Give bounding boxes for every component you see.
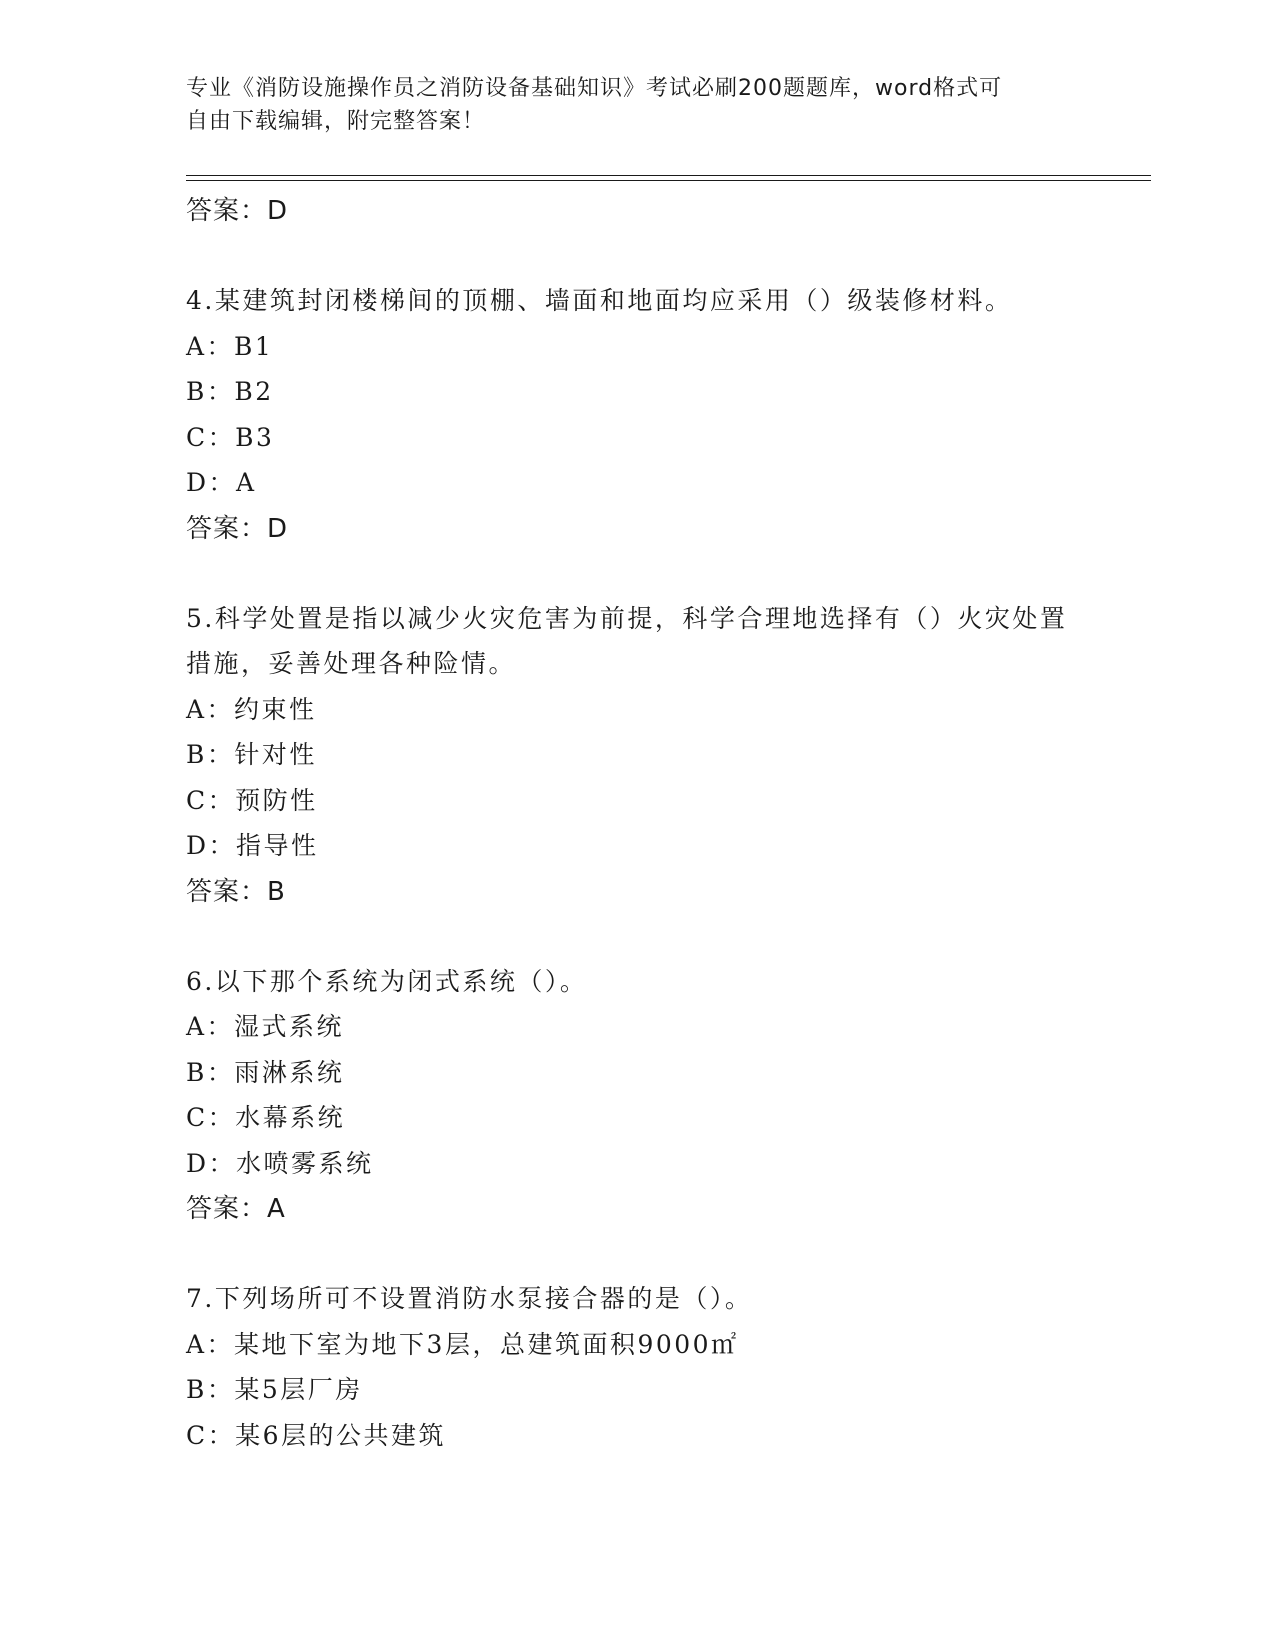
option-c: C：某6层的公共建筑 [186,1420,447,1450]
option-a: A：约束性 [186,694,317,724]
option-c: C：预防性 [186,785,318,815]
answer-line: 答案：A [186,1194,286,1224]
question-text: 7.下列场所可不设置消防水泵接合器的是（）。 [186,1284,753,1313]
option-a: A：湿式系统 [186,1012,345,1041]
answer-line: 答案：D [186,513,289,544]
option-c: C：B3 [186,422,275,452]
question-block [186,596,1086,915]
question-block [186,959,1086,1233]
option-c: C：水幕系统 [186,1103,346,1132]
header-rule-top [186,175,1151,176]
question-text: 5.科学处置是指以减少火灾危害为前提，科学合理地选择有（）火灾处置措施，妥善处理各种险情。 [186,603,1068,678]
question-block [186,278,1086,552]
header-line-1: 专业《消防设施操作员之消防设备基础知识》考试必刷200题题库，word格式可 [186,76,1003,101]
question-text: 4.某建筑封闭楼梯间的顶棚、墙面和地面均应采用（）级装修材料。 [186,286,1013,315]
header-rule-bottom [186,180,1151,181]
option-b: B：B2 [186,377,274,406]
option-b: B：针对性 [186,740,317,769]
option-d: D：水喷雾系统 [186,1148,374,1178]
option-b: B：某5层厂房 [186,1375,363,1404]
document-body [186,188,1086,1458]
document-header [186,72,1066,138]
option-a: A：某地下室为地下3层，总建筑面积9000㎡ [186,1329,739,1359]
answer-line: 答案：B [186,876,286,907]
option-d: D：A [186,468,257,497]
option-d: D：指导性 [186,831,319,860]
option-b: B：雨淋系统 [186,1057,345,1087]
answer-line: 答案：D [186,196,289,226]
option-a: A：B1 [186,331,274,361]
question-text: 6.以下那个系统为闭式系统（）。 [186,966,588,996]
header-line-2: 自由下载编辑，附完整答案！ [186,109,486,134]
question-block [186,1276,1086,1458]
